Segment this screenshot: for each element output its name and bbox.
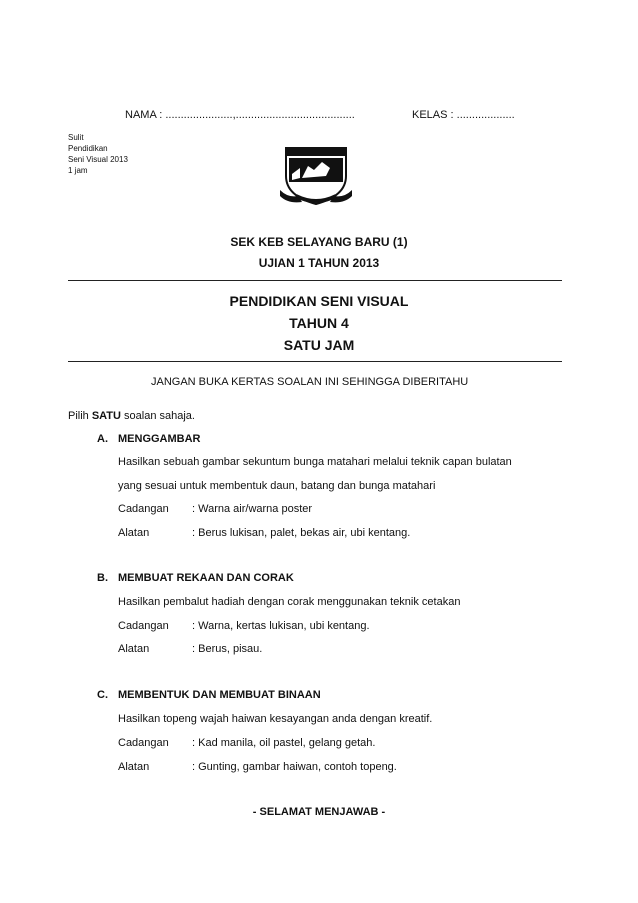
instruction-post: soalan sahaja. [120, 410, 195, 422]
question-b-line-1: Hasilkan pembalut hadiah dengan corak menggunakan teknik cetakan [118, 596, 461, 608]
kelas-field: KELAS : ................... [412, 109, 515, 121]
exam-title: UJIAN 1 TAHUN 2013 [258, 256, 380, 270]
divider-bottom [68, 361, 562, 362]
footer-text: - SELAMAT MENJAWAB - [252, 806, 386, 818]
school-name: SEK KEB SELAYANG BARU (1) [230, 235, 408, 249]
school-crest-icon [278, 146, 354, 208]
instruction-pre: Pilih [68, 410, 92, 422]
question-c-alatan-label: Alatan [118, 761, 150, 773]
question-a-cadangan: : Warna air/warna poster [192, 503, 313, 515]
instruction [68, 410, 195, 422]
meta-sulit: Sulit [68, 133, 84, 142]
subject-title: PENDIDIKAN SENI VISUAL [229, 293, 409, 309]
question-c-alatan: : Gunting, gambar haiwan, contoh topeng. [192, 761, 397, 773]
question-c-cadangan: : Kad manila, oil pastel, gelang getah. [192, 737, 376, 749]
question-b-alatan: : Berus, pisau. [192, 643, 263, 655]
question-a-letter: A. [97, 433, 108, 445]
question-c-title: MEMBENTUK DAN MEMBUAT BINAAN [118, 689, 321, 701]
meta-year: Seni Visual 2013 [68, 155, 128, 164]
meta-duration: 1 jam [68, 166, 88, 175]
question-a-title: MENGGAMBAR [118, 433, 201, 445]
question-c-letter: C. [97, 689, 108, 701]
instruction-bold: SATU [91, 410, 121, 422]
question-a-alatan-label: Alatan [118, 527, 150, 539]
question-a-line-1: Hasilkan sebuah gambar sekuntum bunga matahari melalui teknik capan bulatan [118, 456, 512, 468]
subject-year: TAHUN 4 [289, 315, 349, 331]
question-b-alatan-label: Alatan [118, 643, 150, 655]
question-b-cadangan-label: Cadangan [118, 620, 169, 632]
question-a-alatan: : Berus lukisan, palet, bekas air, ubi kentang. [192, 527, 411, 539]
warning-text: JANGAN BUKA KERTAS SOALAN INI SEHINGGA DIBERITAHU [151, 376, 469, 388]
question-a-line-2: yang sesuai untuk membentuk daun, batang dan bunga matahari [118, 480, 436, 492]
subject-duration: SATU JAM [283, 337, 355, 353]
divider-top [68, 280, 562, 281]
question-b-letter: B. [97, 572, 108, 584]
question-b-title: MEMBUAT REKAAN DAN CORAK [118, 572, 294, 584]
question-b-cadangan: : Warna, kertas lukisan, ubi kentang. [192, 620, 370, 632]
question-c-cadangan-label: Cadangan [118, 737, 169, 749]
meta-subject: Pendidikan [68, 144, 108, 153]
question-a-cadangan-label: Cadangan [118, 503, 169, 515]
nama-field: NAMA : ......................,....................................... [125, 109, 355, 121]
question-c-line-1: Hasilkan topeng wajah haiwan kesayangan anda dengan kreatif. [118, 713, 433, 725]
